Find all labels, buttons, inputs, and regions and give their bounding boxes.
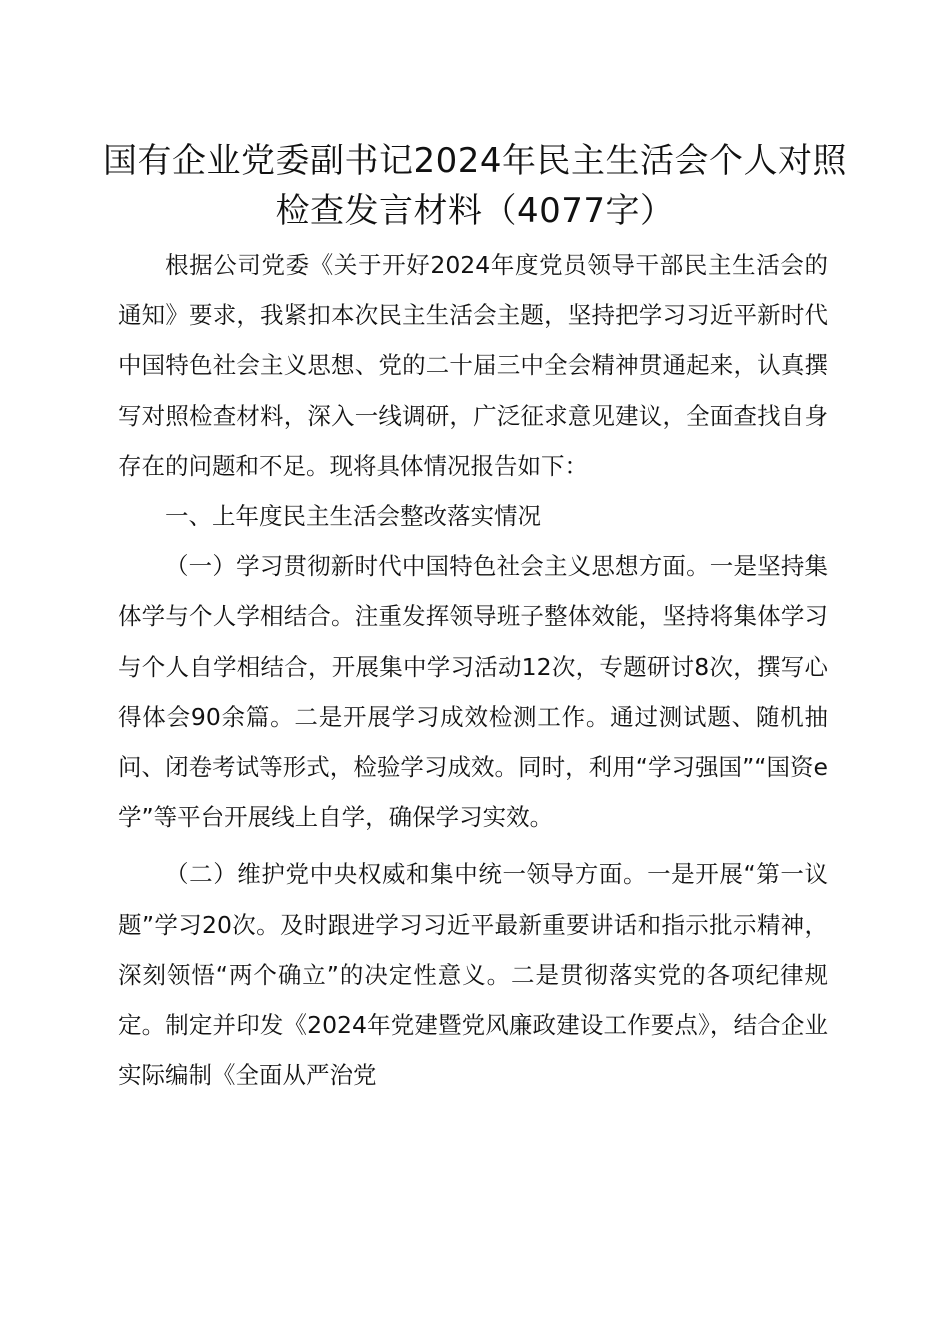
intro-paragraph: 根据公司党委《关于开好2024年度党员领导干部民主生活会的通知》要求，我紧扣本次民主生活会主题，坚持把学习习近平新时代中国特色社会主义思想、党的二十届三中全会精神贯通起来，认真撰写对照检查材料，深入一线调研，广泛征求意见建议，全面查找自身存在的问题和不足。现将具体情况报告如下：	[118, 251, 828, 480]
section-heading: 一、上年度民主生活会整改落实情况	[165, 502, 541, 531]
body-paragraph: （二）维护党中央权威和集中统一领导方面。一是开展“第一议题”学习20次。及时跟进学习习近平最新重要讲话和指示批示精神，深刻领悟“两个确立”的决定性意义。二是贯彻落实党的各项纪律规定。制定并印发《2024年党建暨党风廉政建设工作要点》，结合企业实际编制《全面从严治党	[118, 860, 828, 1090]
body-paragraph: （一）学习贯彻新时代中国特色社会主义思想方面。一是坚持集体学与个人学相结合。注重发挥领导班子整体效能，坚持将集体学习与个人自学相结合，开展集中学习活动12次，专题研讨8次，撰写心得体会90余篇。二是开展学习成效检测工作。通过测试题、随机抽问、闭卷考试等形式，检验学习成效。同时，利用“学习强国”“国资e学”等平台开展线上自学，确保学习实效。	[118, 552, 828, 832]
document-title: 国有企业党委副书记2024年民主生活会个人对照检查发言材料（4077字）	[102, 141, 848, 231]
document-body	[118, 240, 828, 1100]
